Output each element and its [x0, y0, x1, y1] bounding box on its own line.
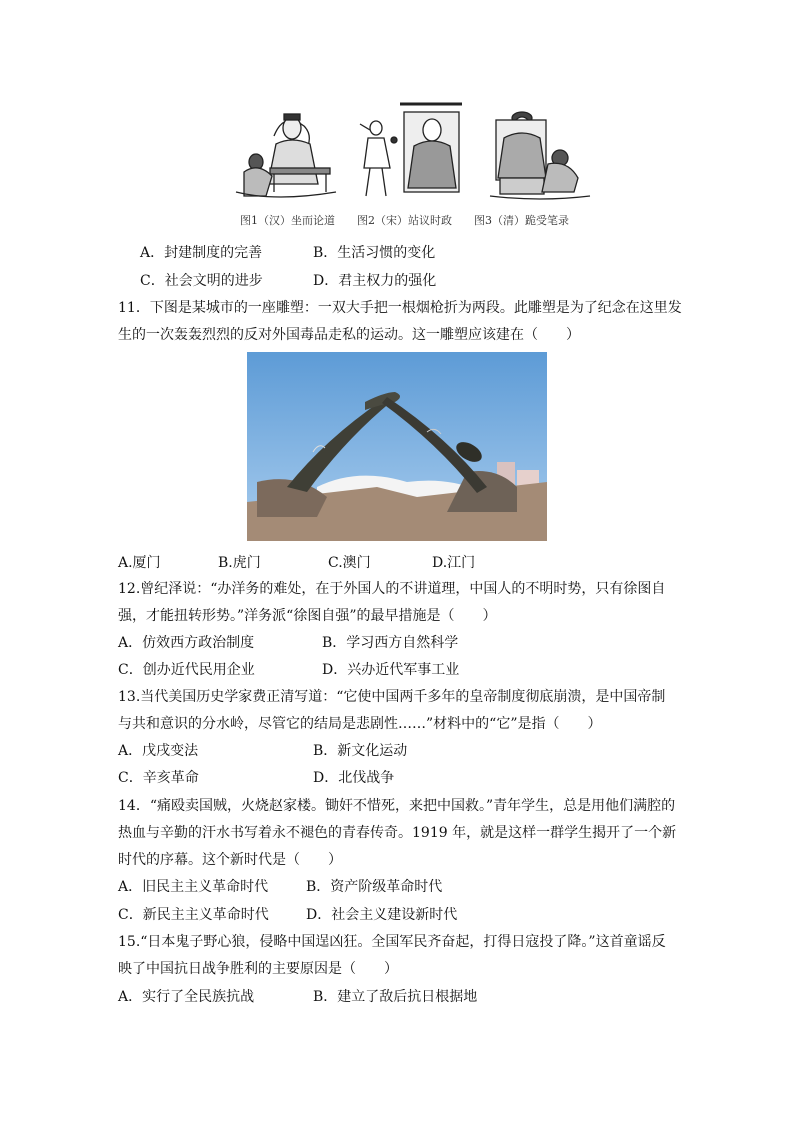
q12-stem-line1: 12.曾纪泽说：“办洋务的难处，在于外国人的不讲道理，中国人的不明时势，只有徐图自 [118, 581, 666, 597]
q10-option-b: B．生活习惯的变化 [313, 245, 436, 261]
q11-stem-line1: 11．下图是某城市的一座雕塑：一双大手把一根烟枪折为两段。此雕塑是为了纪念在这里发 [118, 300, 682, 316]
q15-option-b: B．建立了敌后抗日根据地 [313, 989, 478, 1005]
q10-option-a: A．封建制度的完善 [140, 245, 263, 261]
q11-option-d: D.江门 [432, 555, 476, 571]
q14-stem-line1: 14．“痛殴卖国贼，火烧赵家楼。锄奸不惜死，来把中国救。”青年学生，总是用他们满腔的 [118, 798, 676, 814]
scene-song [360, 104, 462, 196]
q11-option-b: B.虎门 [218, 555, 261, 571]
q13-stem-line1: 13.当代美国历史学家费正清写道：“它使中国两千多年的皇帝制度彻底崩溃，是中国帝制 [118, 689, 666, 705]
q15-option-a: A．实行了全民族抗战 [118, 989, 255, 1005]
q12-option-b: B．学习西方自然科学 [322, 635, 459, 651]
q14-option-a: A．旧民主主义革命时代 [118, 879, 269, 895]
q13-option-d: D．北伐战争 [313, 770, 395, 786]
q14-option-d: D．社会主义建设新时代 [306, 907, 458, 923]
q12-option-a: A．仿效西方政治制度 [118, 635, 255, 651]
court-scenes-illustration [234, 96, 594, 206]
q15-stem-line2: 映了中国抗日战争胜利的主要原因是（ ） [118, 961, 398, 977]
scene-qing [490, 112, 590, 199]
q12-option-c: C．创办近代民用企业 [118, 662, 255, 678]
q14-stem-line2: 热血与辛勤的汗水书写着永不褪色的青春传奇。1919 年，就是这样一群学生揭开了一个新 [118, 825, 677, 841]
q11-option-c: C.澳门 [328, 555, 371, 571]
scene-han [236, 114, 336, 197]
q13-option-c: C．辛亥革命 [118, 770, 199, 786]
q12-stem-line2: 强，才能扭转形势。”洋务派“徐图自强”的最早措施是（ ） [118, 608, 497, 624]
q10-option-c: C．社会文明的进步 [140, 273, 263, 289]
q15-stem-line1: 15.“日本鬼子野心狼，侵略中国逞凶狂。全国军民齐奋起，打得日寇投了降。”这首童谣反 [118, 934, 666, 950]
q12-option-d: D．兴办近代军事工业 [322, 662, 460, 678]
q14-option-c: C．新民主主义革命时代 [118, 907, 269, 923]
q13-stem-line2: 与共和意识的分水岭，尽管它的结局是悲剧性……”材料中的“它”是指（ ） [118, 716, 602, 732]
q11-option-a: A.厦门 [118, 555, 161, 571]
q14-option-b: B．资产阶级革命时代 [306, 879, 443, 895]
broken-opium-pipe-sculpture-photo [247, 352, 547, 541]
figure-caption: 图1（汉）坐而论道 图2（宋）站议时政 图3（清）跪受笔录 [240, 214, 569, 227]
q13-option-a: A．戊戌变法 [118, 743, 199, 759]
q14-stem-line3: 时代的序幕。这个新时代是（ ） [118, 852, 342, 868]
q13-option-b: B．新文化运动 [313, 743, 408, 759]
q11-stem-line2: 生的一次轰轰烈烈的反对外国毒品走私的运动。这一雕塑应该建在（ ） [118, 327, 580, 343]
q10-option-d: D．君主权力的强化 [313, 273, 437, 289]
